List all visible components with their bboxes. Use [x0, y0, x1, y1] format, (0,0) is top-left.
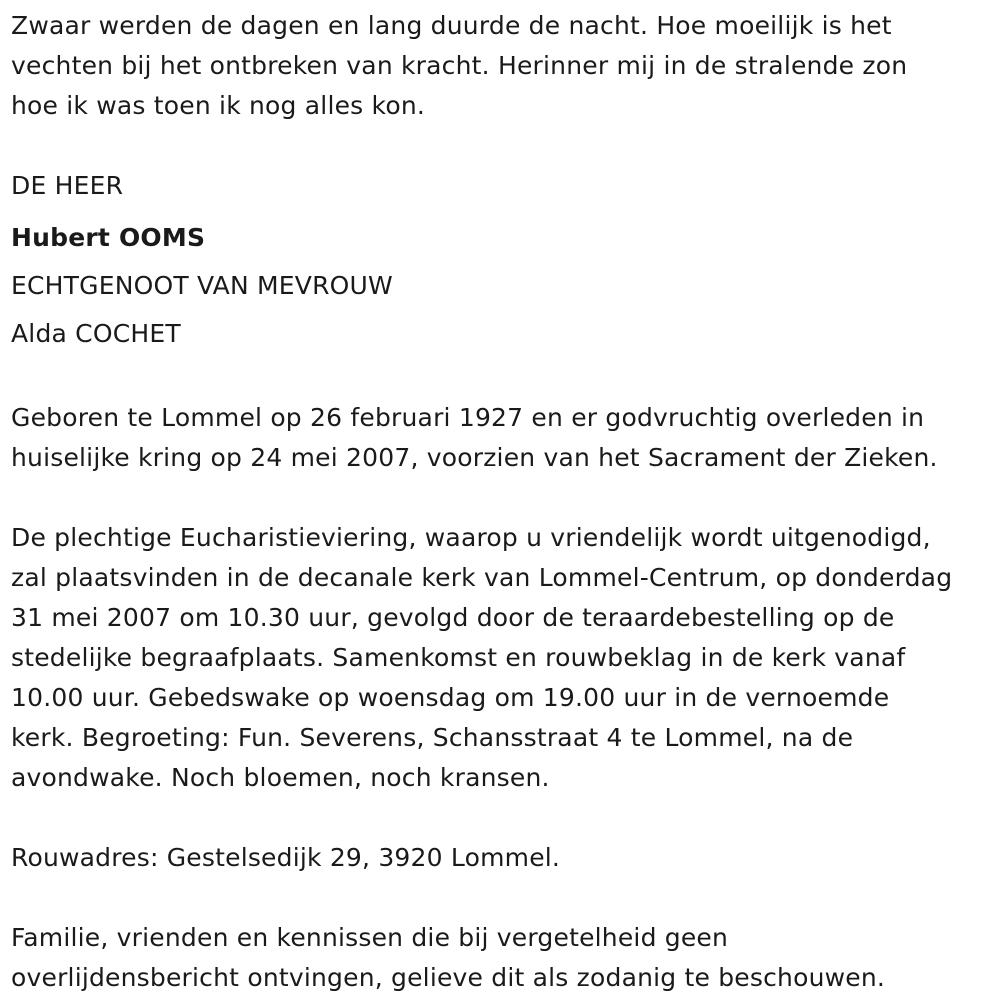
ceremony-line: avondwake. Noch bloemen, noch kransen. [11, 763, 550, 792]
obituary-notice [11, 6, 996, 998]
spouse-name: Alda COCHET [11, 319, 181, 348]
birth-death-line: Geboren te Lommel op 26 februari 1927 en er godvruchtig overleden in [11, 403, 925, 432]
birth-death-paragraph [11, 398, 996, 478]
ceremony-line: kerk. Begroeting: Fun. Severens, Schansstraat 4 te Lommel, na de [11, 723, 854, 752]
ceremony-line: 31 mei 2007 om 10.30 uur, gevolgd door de teraardebestelling op de [11, 603, 895, 632]
deceased-title: DE HEER [11, 171, 124, 200]
mourning-address: Rouwadres: Gestelsedijk 29, 3920 Lommel. [11, 843, 561, 872]
poem-line: vechten bij het ontbreken van kracht. Herinner mij in de stralende zon [11, 51, 908, 80]
deceased-relation: ECHTGENOOT VAN MEVROUW [11, 271, 393, 300]
closing-line: Familie, vrienden en kennissen die bij vergetelheid geen [11, 923, 729, 952]
ceremony-paragraph [11, 518, 996, 798]
poem-paragraph [11, 6, 996, 126]
ceremony-line: zal plaatsvinden in de decanale kerk van Lommel-Centrum, op donderdag [11, 563, 953, 592]
deceased-name: Hubert OOMS [11, 223, 206, 252]
poem-line: Zwaar werden de dagen en lang duurde de nacht. Hoe moeilijk is het [11, 11, 892, 40]
poem-line: hoe ik was toen ik nog alles kon. [11, 91, 426, 120]
deceased-block [11, 166, 996, 358]
closing-paragraph [11, 918, 996, 998]
ceremony-line: stedelijke begraafplaats. Samenkomst en rouwbeklag in de kerk vanaf [11, 643, 906, 672]
closing-line: overlijdensbericht ontvingen, gelieve dit als zodanig te beschouwen. [11, 963, 886, 992]
address-paragraph [11, 838, 996, 878]
ceremony-line: 10.00 uur. Gebedswake op woensdag om 19.00 uur in de vernoemde [11, 683, 890, 712]
birth-death-line: huiselijke kring op 24 mei 2007, voorzien van het Sacrament der Zieken. [11, 443, 938, 472]
ceremony-line: De plechtige Eucharistieviering, waarop u vriendelijk wordt uitgenodigd, [11, 523, 931, 552]
